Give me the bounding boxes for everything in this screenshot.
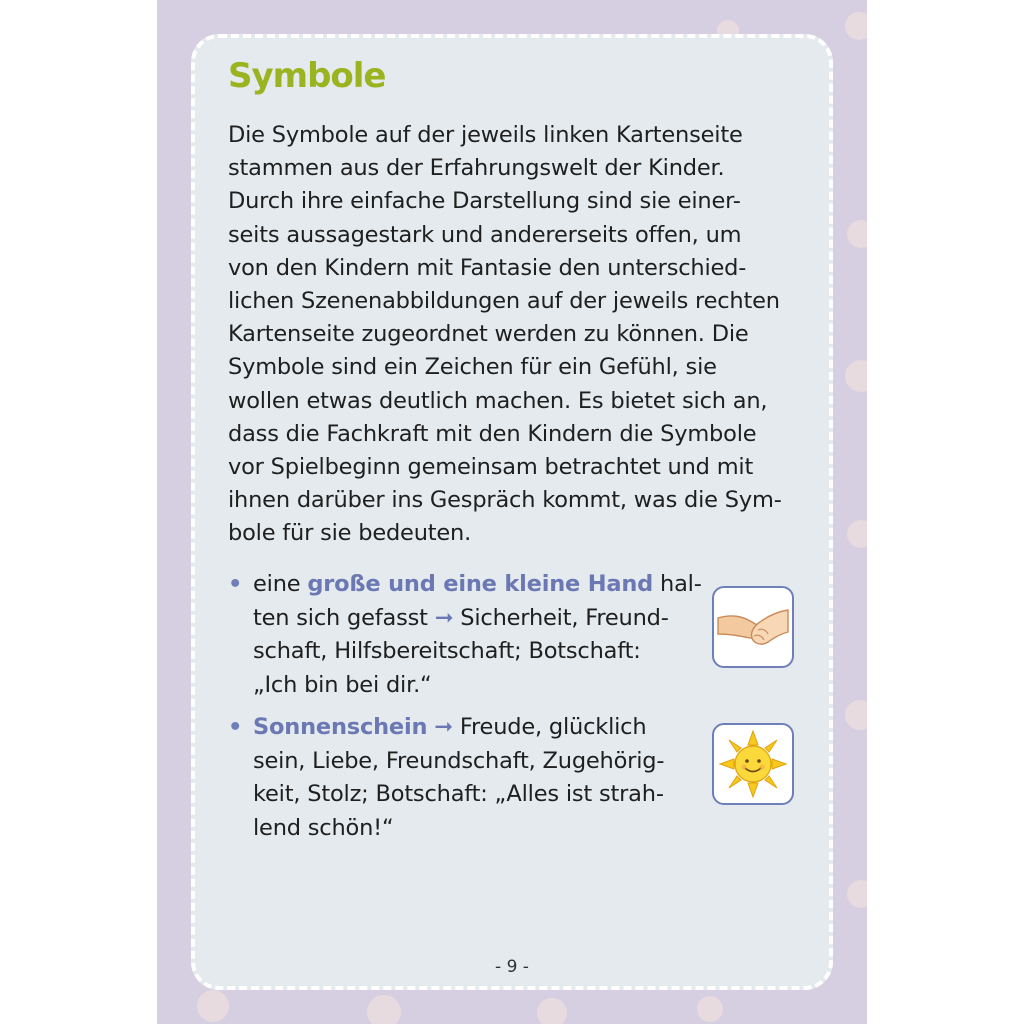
decorative-dot [845,700,867,730]
decorative-dot [537,998,567,1024]
paragraph-line: Durch ihre einfache Darstellung sind sie einer- [228,188,741,215]
decorative-dot [845,12,867,40]
symbol-item-sun [228,711,698,845]
paragraph-line: Die Symbole auf der jeweils linken Kartenseite [228,122,743,148]
item-line [228,711,698,745]
item-line [228,602,698,636]
paragraph-line: Kartenseite zugeordnet werden zu können. Die [228,321,749,348]
item-highlight: große und eine kleine Hand [307,571,654,597]
symbol-item-hand [228,568,702,702]
paragraph-line: Symbole sind ein Zeichen für ein Gefühl, sie [228,354,717,381]
arrow-icon: ➞ [434,714,453,740]
item-line: sein, Liebe, Freundschaft, Zugehörig- [253,747,665,774]
decorative-dot [847,520,867,548]
decorative-dot [845,360,867,392]
paragraph-line: seits aussagestark und andererseits offen, um [228,221,742,248]
smiling-sun-icon [712,723,794,805]
bullet-marker: • [228,571,243,597]
bullet-marker: • [228,714,243,740]
item-text: hal- [653,571,702,597]
decorative-dot [367,995,401,1024]
paragraph-line: lichen Szenenabbildungen auf der jeweils rechten [228,288,780,315]
sun-illustration [714,725,792,803]
paragraph-line: vor Spielbeginn gemeinsam betrachtet und mit [228,454,754,481]
paragraph-line: wollen etwas deutlich machen. Es bietet sich an, [228,387,768,414]
item-line [228,568,702,602]
item-line: keit, Stolz; Botschaft: „Alles ist strah- [253,781,664,807]
item-text: eine [253,571,308,597]
item-text: Freude, glücklich [452,714,647,740]
decorative-dot [197,990,229,1022]
item-highlight: Sonnenschein [253,714,428,740]
item-text: ten sich gefasst [253,604,435,631]
decorative-dot [697,996,723,1022]
paragraph-line: bole für sie bedeuten. [228,520,472,547]
intro-paragraph [228,119,818,551]
paragraph-line: dass die Fachkraft mit den Kindern die Symbole [228,420,757,447]
decorative-dot [847,880,867,908]
item-line: lend schön!“ [253,814,394,841]
paragraph-line: von den Kindern mit Fantasie den unterschied- [228,254,747,281]
item-line: „Ich bin bei dir.“ [253,671,432,698]
arrow-icon: ➞ [434,604,454,631]
paragraph-line: stammen aus der Erfahrungswelt der Kinder. [228,155,725,182]
item-line: schaft, Hilfsbereitschaft; Botschaft: [253,638,641,664]
page-title: Symbole [228,56,386,96]
paragraph-line: ihnen darüber ins Gespräch kommt, was die Sym- [228,487,782,514]
item-text: Sicherheit, Freund- [453,604,669,631]
holding-hands-illustration [714,588,792,666]
decorative-dot [847,220,867,248]
page-number: - 9 - [495,957,529,977]
holding-hands-icon [712,586,794,668]
